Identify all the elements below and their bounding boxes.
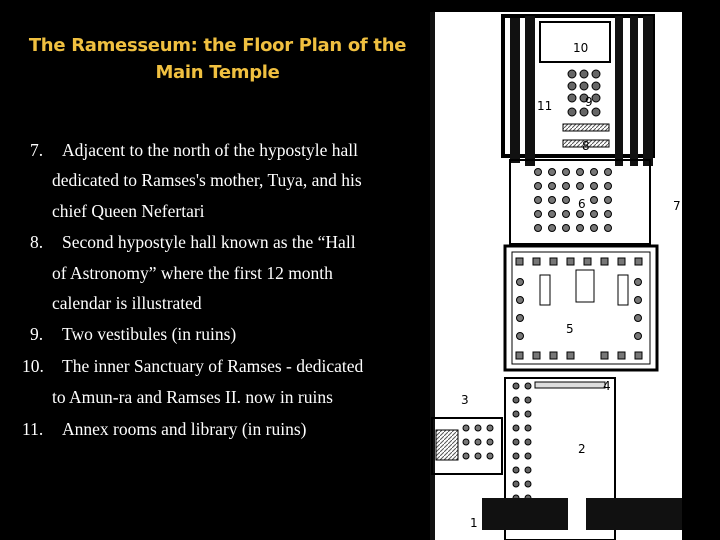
list-item-8-line-1: Second hypostyle hall known as the “Hall (62, 232, 356, 252)
floor-plan-image (430, 12, 688, 540)
list-item-10-line-1: The inner Sanctuary of Ramses - dedicated (62, 356, 364, 376)
annex-columns (463, 425, 493, 459)
list-item-9-line-1: Two vestibules (in ruins) (62, 324, 237, 344)
list-item-7-line-3: chief Queen Nefertari (52, 201, 205, 221)
plan-label-9: 9 (585, 95, 593, 109)
list-item-7-line-2: dedicated to Ramses's mother, Tuya, and his (52, 170, 362, 190)
list-item-7-line-1: Adjacent to the north of the hypostyle hall (62, 140, 358, 160)
plan-label-4: 4 (603, 379, 611, 393)
plan-label-5: 5 (566, 322, 574, 336)
list-item-10-line-2: to Amun-ra and Ramses II. now in ruins (52, 387, 333, 407)
list-item-8-line-3: calendar is illustrated (52, 293, 202, 313)
plan-label-11: 11 (537, 99, 553, 113)
list-number-10: 10. (22, 356, 44, 376)
list-number-9: 9. (30, 324, 44, 344)
list-number-11: 11. (22, 419, 44, 439)
list-item-11-line-1: Annex rooms and library (in ruins) (62, 419, 307, 439)
list-item-8-line-2: of Astronomy” where the first 12 month (52, 263, 333, 283)
title-line-1: The Ramesseum: the Floor Plan of the (28, 35, 407, 56)
list-number-7: 7. (30, 140, 44, 160)
plan-label-3: 3 (461, 393, 469, 407)
plan-label-10: 10 (573, 41, 589, 55)
plan-label-2: 2 (578, 442, 586, 456)
list-number-8: 8. (30, 232, 44, 252)
slide-title (20, 32, 415, 86)
plan-label-7: 7 (673, 199, 681, 213)
title-line-2: Main Temple (155, 62, 280, 83)
plan-label-1: 1 (470, 516, 478, 530)
plan-label-8: 8 (582, 139, 590, 153)
plan-label-6: 6 (578, 197, 586, 211)
